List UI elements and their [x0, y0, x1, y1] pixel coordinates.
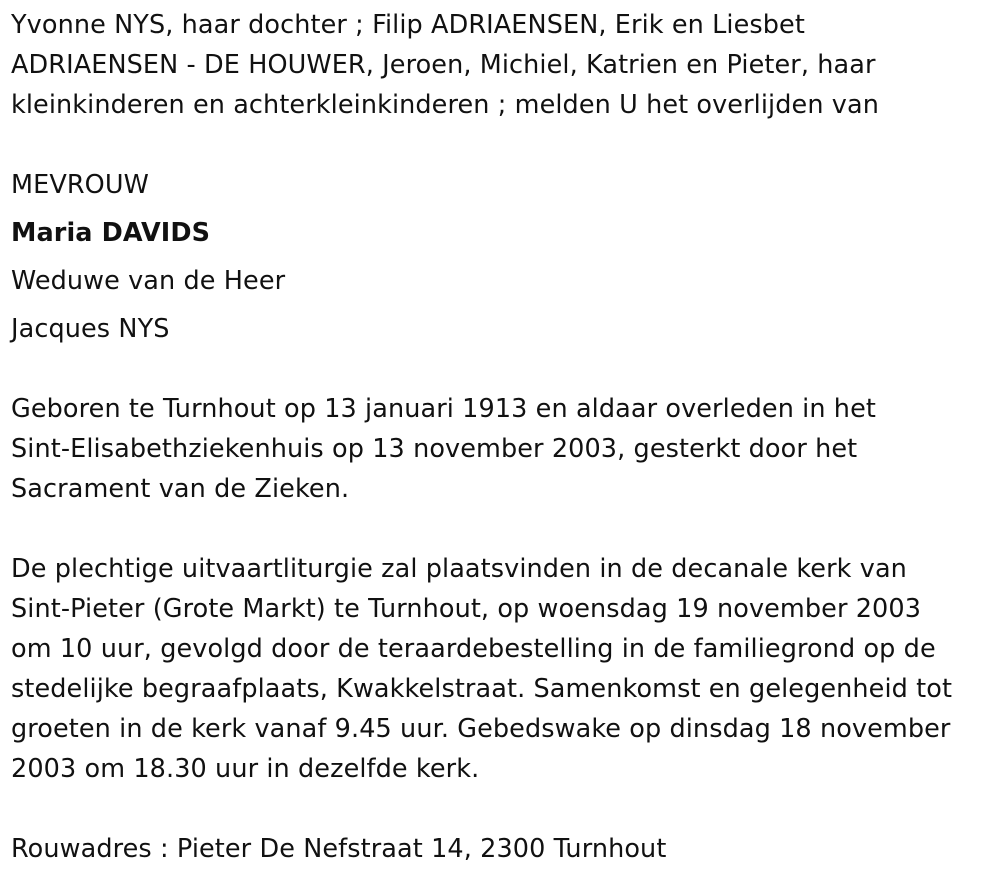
birth-death-line-2: Sint-Elisabethziekenhuis op 13 november 2003, gesterkt door het: [11, 434, 858, 464]
funeral-line-3: om 10 uur, gevolgd door de teraardebestelling in de familiegrond op de: [11, 634, 936, 664]
funeral-line-6: 2003 om 18.30 uur in dezelfde kerk.: [11, 754, 480, 784]
birth-death-line-1: Geboren te Turnhout op 13 januari 1913 en aldaar overleden in het: [11, 394, 876, 424]
intro-line-1: Yvonne NYS, haar dochter ; Filip ADRIAENSEN, Erik en Liesbet: [11, 10, 805, 40]
intro-line-2: ADRIAENSEN - DE HOUWER, Jeroen, Michiel, Katrien en Pieter, haar: [11, 50, 876, 80]
funeral-line-2: Sint-Pieter (Grote Markt) te Turnhout, op woensdag 19 november 2003: [11, 594, 922, 624]
salutation: MEVROUW: [11, 170, 149, 200]
funeral-line-5: groeten in de kerk vanaf 9.45 uur. Gebedswake op dinsdag 18 november: [11, 714, 951, 744]
intro-line-3: kleinkinderen en achterkleinkinderen ; melden U het overlijden van: [11, 90, 879, 120]
mourning-address: Rouwadres : Pieter De Nefstraat 14, 2300 Turnhout: [11, 834, 667, 864]
funeral-line-4: stedelijke begraafplaats, Kwakkelstraat. Samenkomst en gelegenheid tot: [11, 674, 953, 704]
widow-line: Weduwe van de Heer: [11, 266, 286, 296]
deceased-name: Maria DAVIDS: [11, 218, 211, 248]
spouse-name: Jacques NYS: [11, 314, 170, 344]
birth-death-line-3: Sacrament van de Zieken.: [11, 474, 350, 504]
funeral-line-1: De plechtige uitvaartliturgie zal plaatsvinden in de decanale kerk van: [11, 554, 907, 584]
